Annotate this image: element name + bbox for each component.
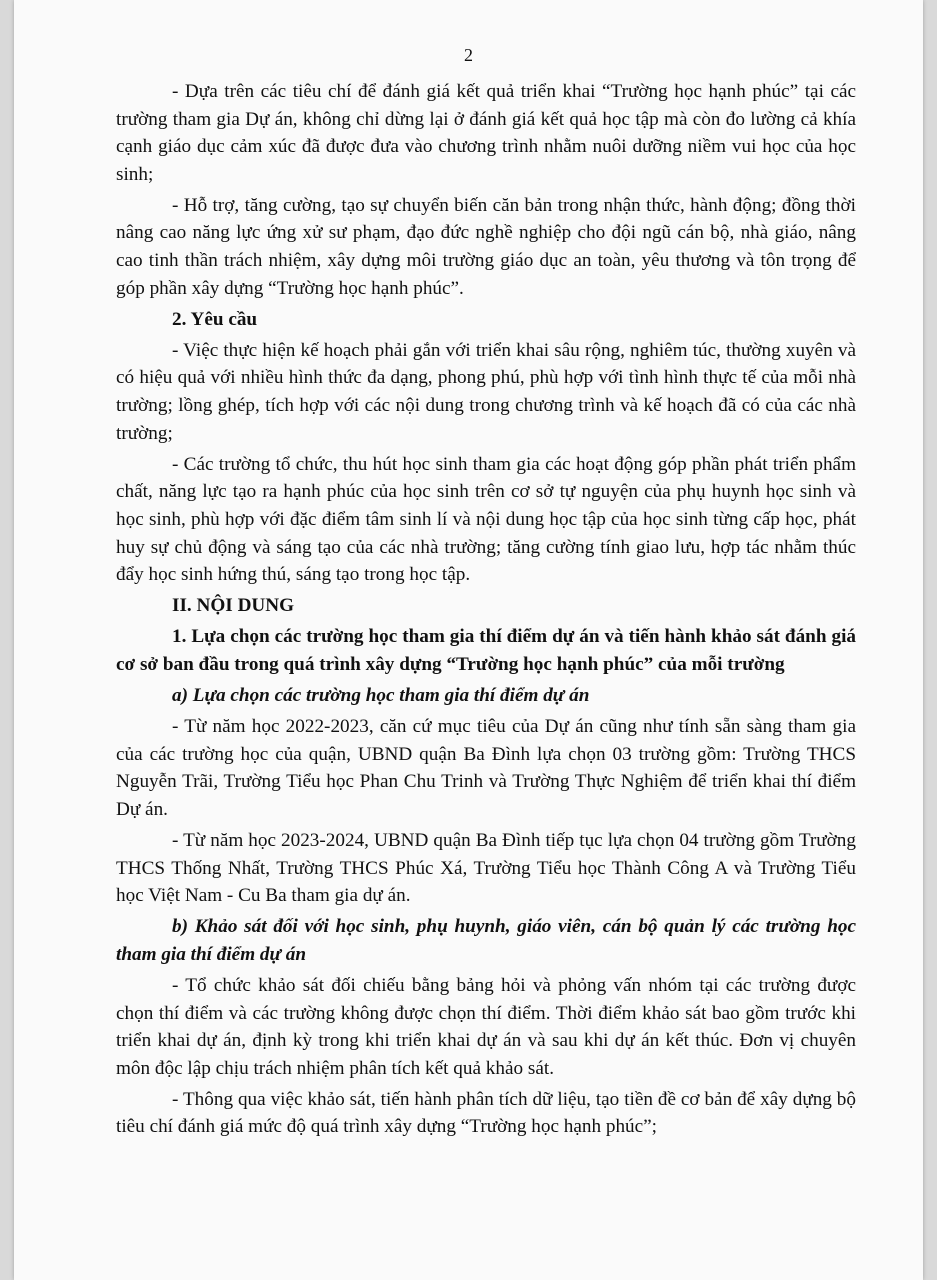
document-body (116, 78, 856, 1144)
paragraph-year-2022-2023: - Từ năm học 2022-2023, căn cứ mục tiêu của Dự án cũng như tính sẵn sàng tham gia của các trường học của quận, UBND quận Ba Đình lựa chọn 03 trường gồm: Trường THCS Nguyễn Trãi, Trường Tiểu học Phan Chu Trinh và Trường Thực Nghiệm để triển khai thí điểm Dự án. (116, 716, 856, 820)
document-page (14, 0, 923, 1280)
subheading-survey: b) Khảo sát đối với học sinh, phụ huynh, giáo viên, cán bộ quản lý các trường học tham gia thí điểm dự án (116, 916, 856, 965)
paragraph-year-2023-2024: - Từ năm học 2023-2024, UBND quận Ba Đình tiếp tục lựa chọn 04 trường gồm Trường THCS Thống Nhất, Trường THCS Phúc Xá, Trường Tiểu học Thành Công A và Trường Tiểu học Việt Nam - Cu Ba tham gia dự án. (116, 829, 856, 907)
paragraph-objective-support: - Hỗ trợ, tăng cường, tạo sự chuyển biến căn bản trong nhận thức, hành động; đồng thời nâng cao năng lực ứng xử sư phạm, đạo đức nghề nghiệp cho đội ngũ cán bộ, nhà giáo, nâng cao tinh thần trách nhiệm, xây dựng môi trường giáo dục an toàn, yêu thương và tôn trọng để góp phần xây dựng “Trường học hạnh phúc”. (116, 194, 856, 299)
subheading-select-schools: a) Lựa chọn các trường học tham gia thí điểm dự án (172, 684, 590, 706)
paragraph-requirement-implementation: - Việc thực hiện kế hoạch phải gắn với triển khai sâu rộng, nghiêm túc, thường xuyên và có hiệu quả với nhiều hình thức đa dạng, phong phú, phù hợp với tình hình thực tế của mỗi nhà trường; lồng ghép, tích hợp với các nội dung trong chương trình và kế hoạch đã có của các nhà trường; (116, 339, 856, 444)
paragraph-requirement-activities: - Các trường tổ chức, thu hút học sinh tham gia các hoạt động góp phần phát triển phẩm chất, năng lực tạo ra hạnh phúc của học sinh trên cơ sở tự nguyện của phụ huynh học sinh và học sinh, phù hợp với đặc điểm tâm sinh lí và nội dung học tập của học sinh từng cấp học, phát huy sự chủ động và sáng tạo của các nhà trường; tăng cường tính giao lưu, hợp tác nhằm thúc đẩy học sinh hứng thú, sáng tạo trong học tập. (116, 453, 856, 586)
paragraph-survey-organization: - Tổ chức khảo sát đối chiếu bằng bảng hỏi và phỏng vấn nhóm tại các trường được chọn thí điểm và các trường không được chọn thí điểm. Thời điểm khảo sát bao gồm trước khi triển khai dự án, định kỳ trong khi triển khai dự án và sau khi dự án kết thúc. Đơn vị chuyên môn độc lập chịu trách nhiệm phân tích kết quả khảo sát. (116, 974, 856, 1079)
page-number: 2 (464, 45, 473, 65)
section-heading-requirements: 2. Yêu cầu (172, 308, 258, 330)
section-heading-school-selection: 1. Lựa chọn các trường học tham gia thí điểm dự án và tiến hành khảo sát đánh giá cơ sở ban đầu trong quá trình xây dựng “Trường học hạnh phúc” của mỗi trường (116, 626, 856, 675)
section-heading-content: II. NỘI DUNG (172, 595, 295, 617)
paragraph-survey-analysis: - Thông qua việc khảo sát, tiến hành phân tích dữ liệu, tạo tiền đề cơ bản để xây dựng bộ tiêu chí đánh giá mức độ quá trình xây dựng “Trường học hạnh phúc”; (116, 1088, 856, 1138)
paragraph-objective-criteria: - Dựa trên các tiêu chí để đánh giá kết quả triển khai “Trường học hạnh phúc” tại các trường tham gia Dự án, không chỉ dừng lại ở đánh giá kết quả học tập mà còn đo lường cả khía cạnh giáo dục cảm xúc đã được đưa vào chương trình nhằm nuôi dưỡng niềm vui học của học sinh; (116, 81, 856, 185)
